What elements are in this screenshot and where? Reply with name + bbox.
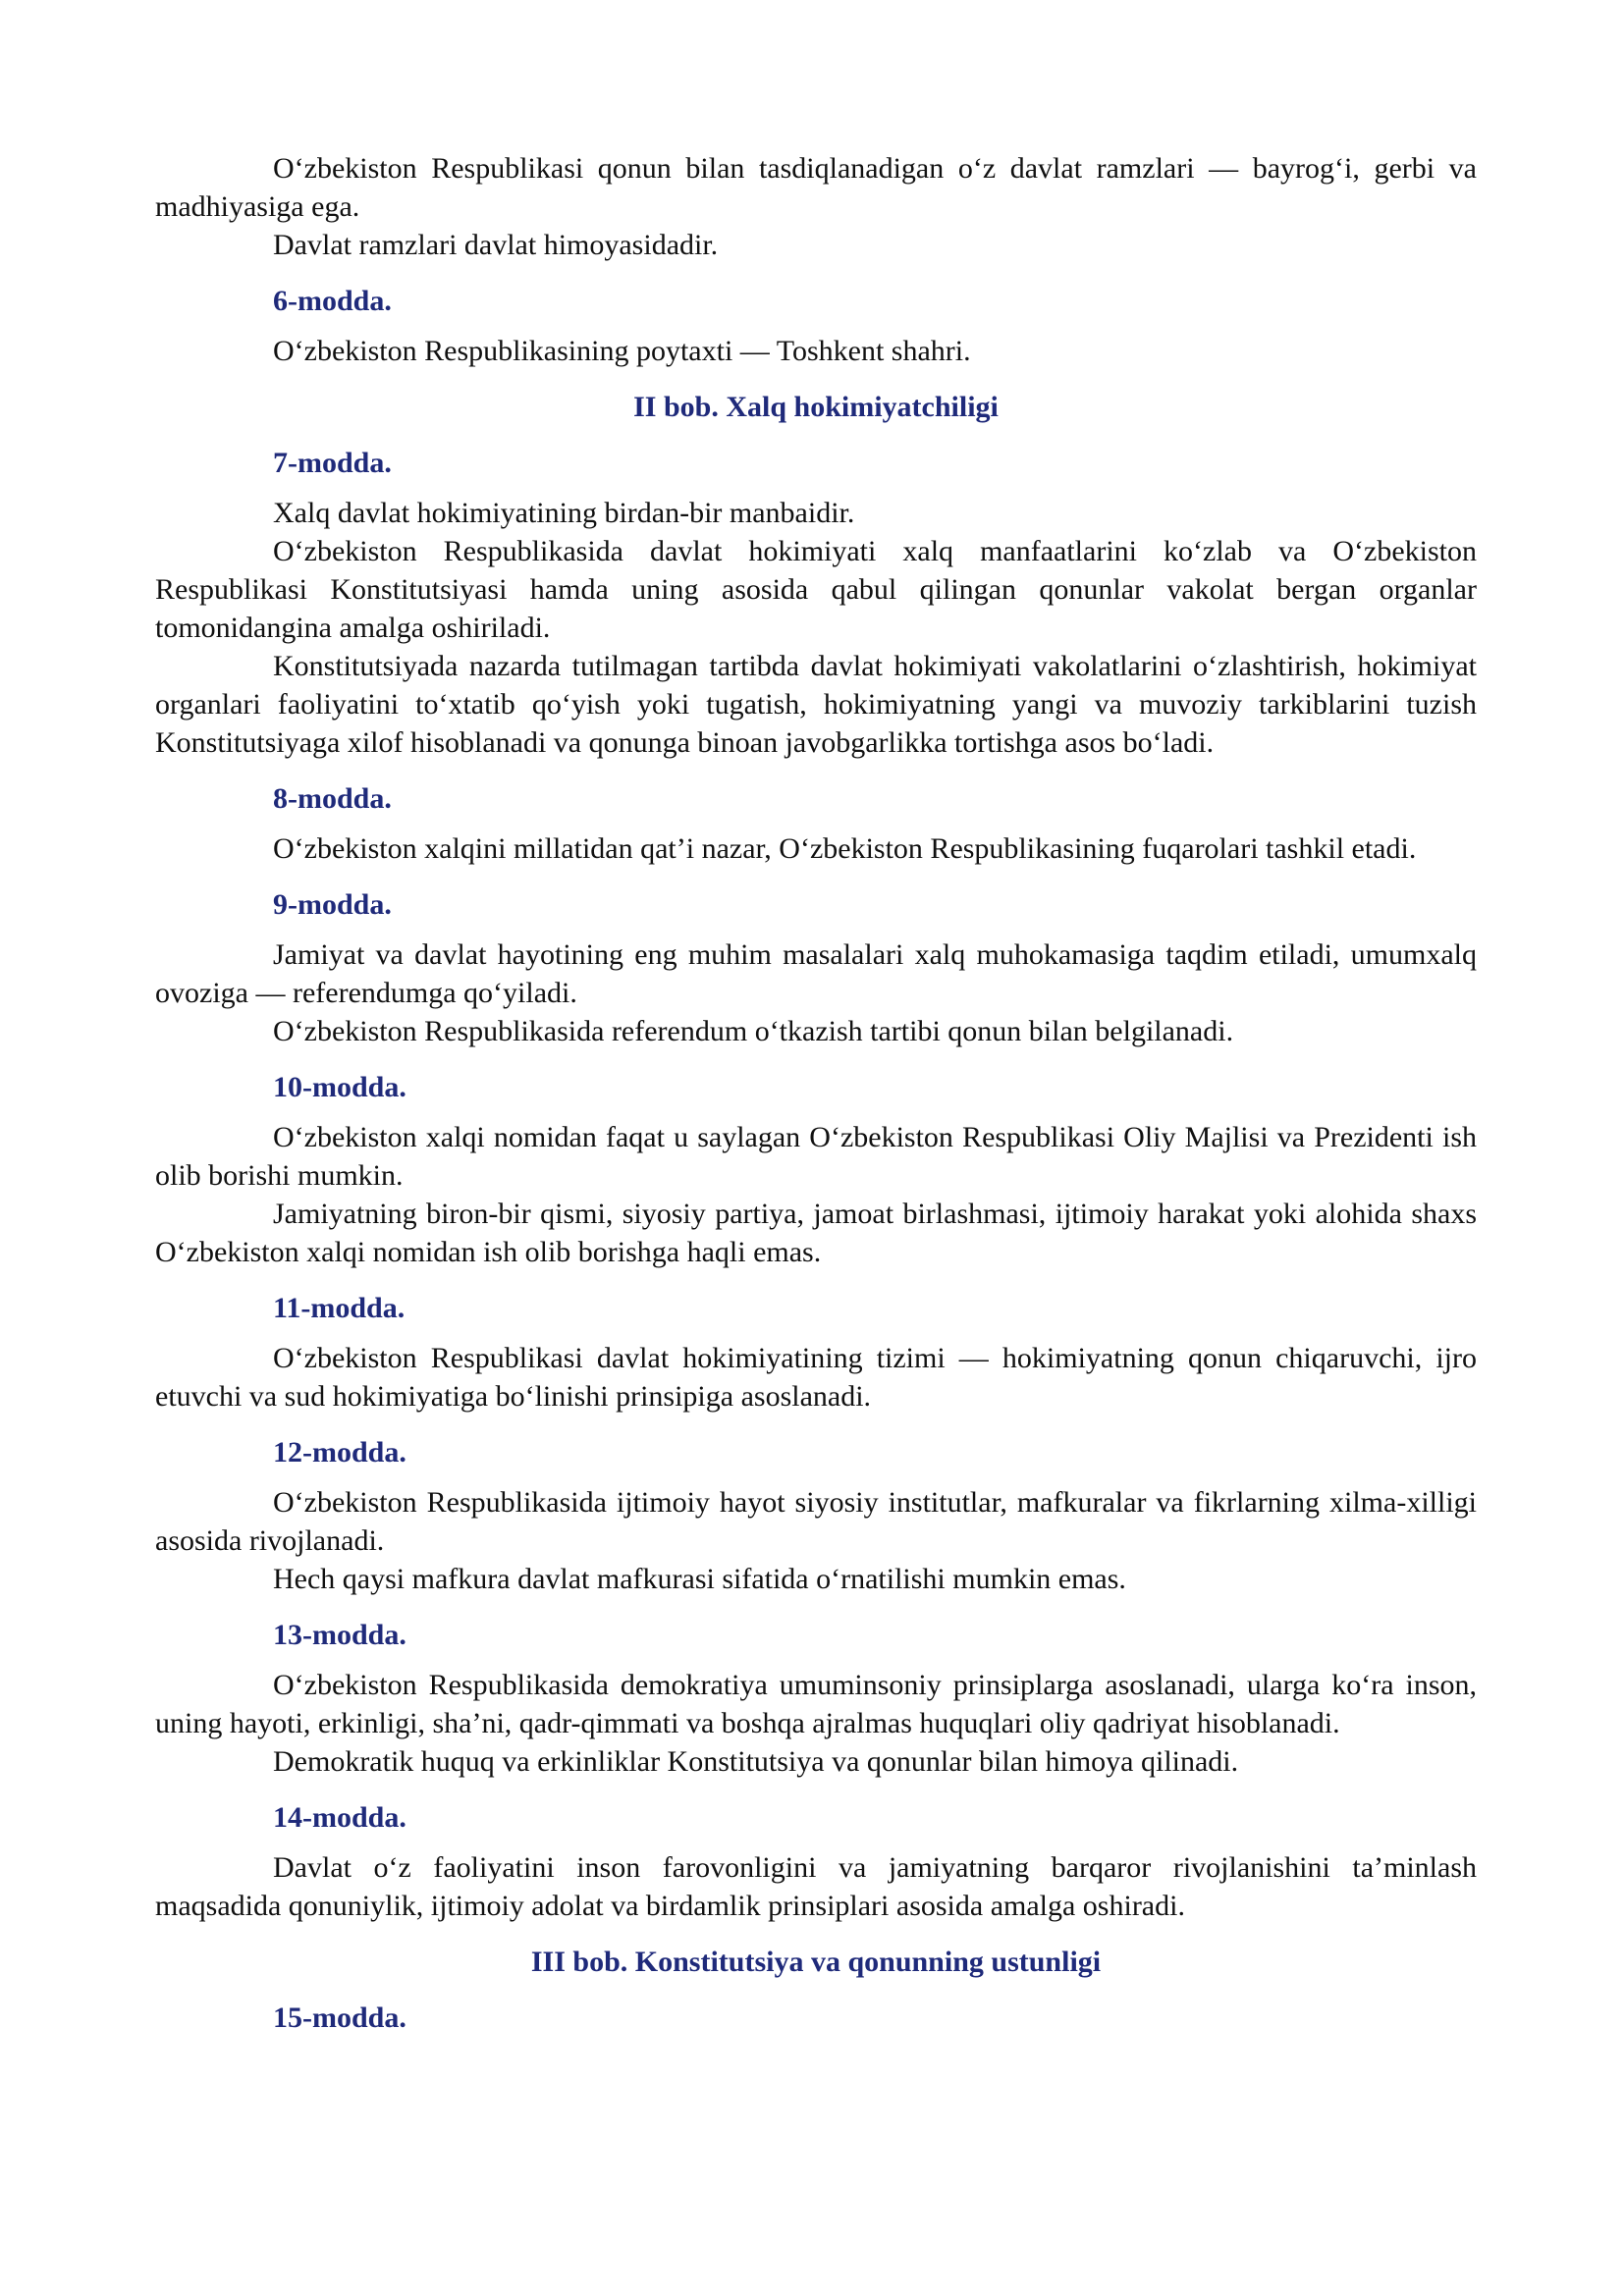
document-page (155, 149, 1477, 2049)
paragraph: Jamiyat va davlat hayotining eng muhim masalalari xalq muhokamasiga taqdim etiladi, umumxalq ovoziga — referendumga qo‘yiladi. (155, 938, 1477, 1009)
article-heading: 13-modda. (273, 1619, 406, 1651)
article-heading: 15-modda. (273, 2002, 406, 2034)
paragraph: Jamiyatning biron-bir qismi, siyosiy partiya, jamoat birlashmasi, ijtimoiy harakat yoki alohida shaxs O‘zbekiston xalqi nomidan ish olib borishga haqli emas. (155, 1198, 1477, 1268)
paragraph: O‘zbekiston Respublikasining poytaxti — Toshkent shahri. (273, 335, 971, 367)
chapter-heading: II bob. Xalq hokimiyatchiligi (633, 391, 999, 423)
article-heading: 9-modda. (273, 888, 392, 921)
article-heading: 8-modda. (273, 782, 392, 815)
article-heading: 12-modda. (273, 1436, 406, 1468)
article-heading: 7-modda. (273, 447, 392, 479)
paragraph: O‘zbekiston Respublikasida demokratiya umuminsoniy prinsiplarga asoslanadi, ularga ko‘ra inson, uning hayoti, erkinligi, sha’ni, qadr-qimmati va boshqa ajralmas huquqlari oliy qadriyat hisoblanadi. (155, 1669, 1477, 1739)
article-heading: 10-modda. (273, 1071, 406, 1103)
paragraph: Davlat ramzlari davlat himoyasidadir. (273, 229, 719, 261)
paragraph: Xalq davlat hokimiyatining birdan-bir manbaidir. (273, 497, 855, 529)
paragraph: O‘zbekiston Respublikasi qonun bilan tasdiqlanadigan o‘z davlat ramzlari — bayrog‘i, gerbi va madhiyasiga ega. (155, 152, 1477, 223)
article-heading: 6-modda. (273, 285, 392, 317)
paragraph: O‘zbekiston Respublikasi davlat hokimiyatining tizimi — hokimiyatning qonun chiqaruvchi, ijro etuvchi va sud hokimiyatiga bo‘linishi prinsipiga asoslanadi. (155, 1342, 1477, 1413)
chapter-heading: III bob. Konstitutsiya va qonunning ustunligi (530, 1946, 1102, 1978)
paragraph: Konstitutsiyada nazarda tutilmagan tartibda davlat hokimiyati vakolatlarini o‘zlashtirish, hokimiyat organlari faoliyatini to‘xtatib qo‘yish yoki tugatish, hokimiyatning yangi va muvoziy tarkiblarini tuzish Konstitutsiyaga xilof hisoblanadi va qonunga binoan javobgarlikka tortishga asos bo‘ladi. (155, 650, 1477, 759)
paragraph: Davlat o‘z faoliyatini inson farovonligini va jamiyatning barqaror rivojlanishini ta’minlash maqsadida qonuniylik, ijtimoiy adolat va birdamlik prinsiplari asosida amalga oshiradi. (155, 1851, 1477, 1922)
paragraph: O‘zbekiston xalqi nomidan faqat u saylagan O‘zbekiston Respublikasi Oliy Majlisi va Prezidenti ish olib borishi mumkin. (155, 1121, 1477, 1192)
article-heading: 11-modda. (273, 1292, 406, 1324)
paragraph: Hech qaysi mafkura davlat mafkurasi sifatida o‘rnatilishi mumkin emas. (273, 1563, 1126, 1595)
paragraph: O‘zbekiston xalqini millatidan qat’i nazar, O‘zbekiston Respublikasining fuqarolari tashkil etadi. (273, 832, 1417, 865)
paragraph: O‘zbekiston Respublikasida ijtimoiy hayot siyosiy institutlar, mafkuralar va fikrlarning xilma-xilligi asosida rivojlanadi. (155, 1486, 1477, 1557)
paragraph: O‘zbekiston Respublikasida referendum o‘tkazish tartibi qonun bilan belgilanadi. (273, 1015, 1234, 1047)
paragraph: Demokratik huquq va erkinliklar Konstitutsiya va qonunlar bilan himoya qilinadi. (273, 1745, 1239, 1778)
paragraph: O‘zbekiston Respublikasida davlat hokimiyati xalq manfaatlarini ko‘zlab va O‘zbekiston Respublikasi Konstitutsiyasi hamda uning asosida qabul qilingan qonunlar vakolat bergan organlar tomonidangina amalga oshiriladi. (155, 535, 1477, 644)
article-heading: 14-modda. (273, 1801, 406, 1834)
